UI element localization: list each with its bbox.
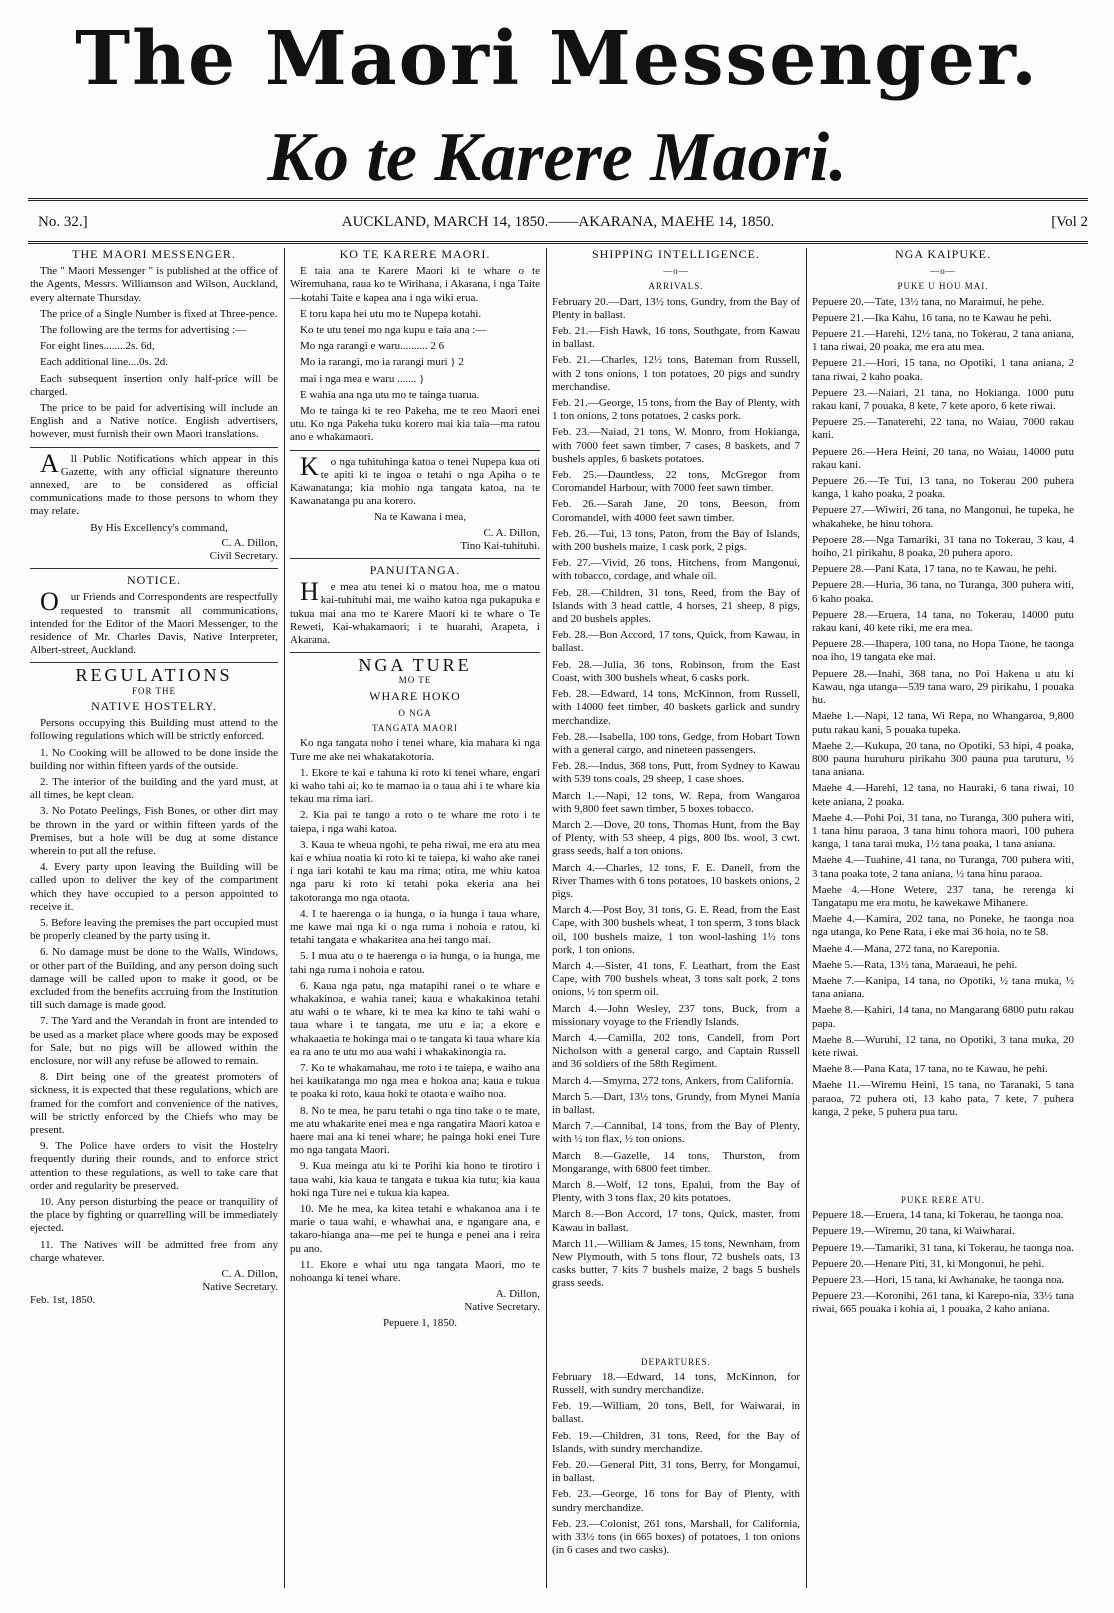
- heading-puke-hou: PUKE U HOU MAI.: [897, 281, 989, 292]
- arrival-entry: March 4.—Sister, 41 tons, F. Leathart, from the East Cape, with 700 bushels wheat, 3 tons salt pork, 2 tons onions, ½ ton sperm oil.: [552, 959, 800, 999]
- departure-entry: Feb. 23.—George, 16 tons for Bay of Plenty, with sundry merchandize.: [552, 1488, 800, 1514]
- regulation-paragraph: 6. No damage must be done to the Walls, Windows, or other part of the Building, and any person doing such damage will be called upon to make it good, or be excluded from the benefits accruing from the Institution till such damage is made good.: [30, 946, 278, 1012]
- issue-date: AUCKLAND, MARCH 14, 1850.——AKARANA, MAEHE 14, 1850.: [341, 214, 775, 230]
- signature-name: C. A. Dillon,: [221, 536, 278, 549]
- ture-subheading2: TANGATA MAORI: [372, 723, 458, 734]
- signature-name: C. A. Dillon,: [221, 1268, 278, 1281]
- terms-text-maori: [290, 265, 540, 444]
- terms-paragraph: Mo te tainga ki te reo Pakeha, me te reo Maori enei utu. Ko nga Pakeha tuku korero mai kia taia—ma ratou ano e whakamaori.: [290, 405, 540, 444]
- departure-entry: Feb. 19.—Children, 31 tons, Reed, for the Bay of Islands, with sundry merchandize.: [552, 1429, 800, 1455]
- arrival-entry: Feb. 21.—Fish Hawk, 16 tons, Southgate, from Kawau in ballast.: [552, 325, 800, 351]
- volume-number: [Vol 2: [1051, 214, 1088, 230]
- signature-line: By His Excellency's command,: [90, 521, 228, 534]
- regulation-paragraph: 1. No Cooking will be allowed to be done inside the building nor within fifteen yards of the outside.: [30, 746, 278, 772]
- issue-number: No. 32.]: [38, 214, 88, 230]
- arrival-entry: Maehe 4.—Tuahine, 41 tana, no Turanga, 700 puhera witi, 3 tana poaka tote, 2 tana aniana, ½ tana hinu paraoa.: [812, 854, 1074, 880]
- ture-paragraph: Ko nga tangata noho i tenei whare, kia mahara ki nga Ture me ake nei whakatakotoria.: [290, 737, 540, 763]
- regulation-paragraph: 8. Dirt being one of the greatest promoters of sickness, it is expected that these regulations, which are framed for the comfort and convenience of the natives, will be strictly enforced by the Chiefs who may be present.: [30, 1071, 278, 1136]
- signature-line: Na te Kawana i mea,: [374, 511, 466, 524]
- ture-paragraph: 7. Ko te whakamahau, me roto i te taiepa, e waiho ana hei kauikatanga mo nga mea e hokoa ana; kaua e tukua te poaka ki roto, kaua hoki te otaota e waiho noa.: [290, 1061, 540, 1101]
- heading-kaipuke: NGA KAIPUKE.: [895, 248, 991, 261]
- terms-paragraph: Mo nga rarangi e waru.......... 2 6: [300, 340, 445, 353]
- column-shipping: [552, 248, 800, 1598]
- arrival-entry: Pepoere 28.—Nga Tamariki, 31 tana no Tokerau, 3 kau, 4 hoiho, 21 pirikahu, 8 poaka, 20 puhera aporo.: [812, 533, 1074, 560]
- regulation-paragraph: 2. The interior of the building and the yard must, at all times, be kept clean.: [30, 775, 278, 802]
- regulation-paragraph: 10. Any person disturbing the peace or tranquility of the place by fighting or quarrelling will be immediately ejected.: [30, 1196, 278, 1235]
- arrival-entry: Maehe 8.—Wuruhi, 12 tana, no Opotiki, 3 tana muka, 20 kete riwai.: [812, 1033, 1074, 1059]
- ture-paragraph: 6. Kaua nga patu, nga matapihi ranei o te whare e whakakinoa, e wahia ranei; kaua e whakakinoa tetahi atu wahi o te whare, ki te mea ka kino te tahi wahi o taua whare i te tangata, me utu e ia; a ekore e whakaaetia te hokinga mai o te tangata ki taua whare kia ea ra ano te utu mo aua wahi i whakakinongia ra.: [290, 979, 540, 1058]
- terms-paragraph: For eight lines........2s. 6d,: [40, 340, 155, 353]
- ture-paragraph: 8. No te mea, he paru tetahi o nga tino take o te mate, me atu whakarite enei mea e nga rangatira Maori katoa e haere mai ana ki tenei whare; he painga hoki enei Ture mo nga tangata Maori.: [290, 1104, 540, 1157]
- arrival-entry: March 8.—Gazelle, 14 tons, Thurston, from Mongarange, with 6800 feet timber.: [552, 1149, 800, 1175]
- ture-paragraph: 2. Kia pai te tango a roto o te whare me roto i te taiepa, i nga wahi katoa.: [290, 809, 540, 835]
- arrival-entry: March 2.—Dove, 20 tons, Thomas Hunt, from the Bay of Plenty, with 53 sheep, 4 pigs, 800 lbs. wool, 3 cwt. grass seeds, half a ton onions.: [552, 818, 800, 858]
- regulation-paragraph: Persons occupying this Building must attend to the following regulations which will be strictly enforced.: [30, 717, 278, 743]
- arrival-entry: March 8.—Wolf, 12 tons, Epalui, from the Bay of Plenty, with 3 tons flax, 20 kits potatoes.: [552, 1179, 800, 1205]
- regulation-paragraph: 3. No Potato Peelings, Fish Bones, or other dirt may be thrown in the yard or within fifteen yards of the Premises, but a hole will be dug at some distance wherein to put all the refuse.: [30, 805, 278, 857]
- arrival-entry: Maehe 4.—Pohi Poi, 31 tana, no Turanga, 300 puhera witi, 1 tana hinu paraoa, 3 tana hinu tohora maori, 100 puhera kanga, 1 tana tarai muka, 1½ tana poaka, 1 tana aniana.: [812, 811, 1074, 851]
- masthead-title: The Maori Messenger.: [75, 16, 1039, 102]
- arrival-entry: Pepuere 21.—Harehi, 12½ tana, no Tokerau, 2 tana aniana, 1 tana riwai, 20 poaka, me era atu mea.: [812, 328, 1074, 354]
- arrival-entry: Pepuere 28.—Eruera, 14 tana, no Tokerau, 14000 putu rakau kani, 40 kete riki, me era mea.: [812, 608, 1074, 635]
- heading-notice: NOTICE.: [127, 573, 181, 588]
- signature-name: C. A. Dillon,: [483, 526, 540, 539]
- terms-paragraph: Each additional line....0s. 2d.: [40, 356, 168, 369]
- ture-paragraph: 9. Kua meinga atu ki te Porihi kia hono te tirotiro i taua wahi, kia kaua te tangata e tukua kia tutu; kia kaua hoki nga Ture nei e tukua kia kapea.: [290, 1160, 540, 1199]
- ture-paragraph: 4. I te haerenga o ia hunga, o ia hunga i taua whare, me kawe mai nga ki o nga ruma i nohoia e ratou, ki tetahi tangata e whakaritea ana hei tango mai.: [290, 907, 540, 947]
- arrival-entry: Maehe 1.—Napi, 12 tana, Wi Repa, no Whangaroa, 9,800 putu rakau kani, 5 pouaka tupeka.: [812, 710, 1074, 736]
- arrival-entry: Feb. 26.—Sarah Jane, 20 tons, Beeson, from Coromandel, with 4000 feet sawn timber.: [552, 498, 800, 524]
- arrival-entry: Feb. 21.—George, 15 tons, from the Bay of Plenty, with 1 ton onions, 2 tons potatoes, 2 casks pork.: [552, 397, 800, 423]
- terms-paragraph: Mo ia rarangi, mo ia rarangi muri } 2: [300, 356, 464, 369]
- arrival-entry: Maehe 8.—Kahiri, 14 tana, no Mangarang 6800 putu rakau papa.: [812, 1004, 1074, 1030]
- arrival-entry: Maehe 11.—Wiremu Heini, 15 tana, no Taranaki, 5 tana paraoa, 72 puhera oti, 13 kaho pata, 7 kete, 7 puhera kanga, 2 peke, 5 puhera pua taru.: [812, 1079, 1074, 1118]
- arrival-entry: Feb. 27.—Vivid, 26 tons, Hitchens, from Mangonui, with tobacco, cordage, and whale oil.: [552, 557, 800, 583]
- terms-paragraph: Ko te utu tenei mo nga kupu e taia ana :—: [300, 324, 487, 337]
- arrival-entry: March 1.—Napi, 12 tons, W. Repa, from Wangaroa with 9,800 feet sawn timber, 5 boxes tobacco.: [552, 789, 800, 815]
- column-divider: [546, 248, 547, 1588]
- ture-date: Pepuere 1, 1850.: [383, 1316, 457, 1329]
- heading-panuitanga: PANUITANGA.: [369, 563, 461, 578]
- ture-mo: MO TE: [398, 675, 432, 686]
- heading-shipping: SHIPPING INTELLIGENCE.: [592, 248, 760, 261]
- arrival-entry: Maehe 5.—Rata, 13½ tana, Maraeaui, he pehi.: [812, 958, 1018, 971]
- regulation-paragraph: 4. Every party upon leaving the Building will be called upon to deliver the key of the compartment which they have occupied to a person appointed to receive it.: [30, 861, 278, 913]
- arrival-entry: Pepuere 23.—Naiari, 21 tana, no Hokianga. 1000 putu rakau kani, 7 pouaka, 8 kete, 7 kete aporo, 6 kete riwai.: [812, 386, 1074, 413]
- column-english: [30, 248, 278, 1598]
- departure-entry: Pepuere 23.—Hori, 15 tana, ki Awhanake, he taonga noa.: [812, 1274, 1065, 1286]
- arrival-entry: Pepuere 26.—Hera Heini, 20 tana, no Waiau, 14000 putu rakau kani.: [812, 445, 1074, 471]
- ture-paragraph: 3. Kaua te wheua ngohi, te peha riwai, me era atu mea kai e whiua noatia ki roto ki te taiepa, ki waho ake ranei i nga iari kotahi te kau ma rima; otira, me whiu katoa nga paru ki roto ki tetahi poka ekeria ana hei takotoranga mo nga otaota.: [290, 838, 540, 904]
- arrival-entry: Pepuere 21.—Hori, 15 tana, no Opotiki, 1 tana aniana, 2 tana riwai, 2 kaho poaka.: [812, 357, 1074, 383]
- dateline: [28, 214, 1088, 234]
- heading-regulations: REGULATIONS: [75, 665, 233, 686]
- regulations-subheading: NATIVE HOSTELRY.: [91, 698, 217, 713]
- terms-paragraph: E toru kapa hei utu mo te Nupepa kotahi.: [300, 307, 482, 320]
- regulations-date: Feb. 1st, 1850.: [30, 1294, 96, 1307]
- heading-puke-rere: PUKE RERE ATU.: [900, 1194, 986, 1205]
- public-notifications-text: All Public Notifications which appear in this Gazette, with any official signature thereunto annexed, are to be considered as official communications made to those persons to whom they may relate.: [30, 448, 278, 518]
- arrival-entry: March 11.—William & James, 15 tons, Newnham, from New Plymouth, with 5 tons flour, 72 bushels oats, 13 casks butter, 7 kits 7 bushels maize, 2 bags 5 bushels grass seeds.: [552, 1237, 800, 1290]
- arrival-entry: March 5.—Dart, 13½ tons, Grundy, from Mynei Mania in ballast.: [552, 1090, 800, 1116]
- departure-entry: Pepuere 20.—Henare Piti, 31, ki Mongonui, he pehi.: [812, 1257, 1045, 1270]
- arrival-entry: March 7.—Cannibal, 14 tons, from the Bay of Plenty, with ½ ton flax, ½ ton onions.: [552, 1120, 800, 1146]
- signature-title: Tino Kai-tuhituhi.: [460, 539, 540, 552]
- arrival-entry: Pepuere 28.—Ihapera, 100 tana, no Hopa Taone, he taonga noa iho, 19 tangata eke mai.: [812, 638, 1074, 664]
- regulations-text: [30, 717, 278, 1265]
- top-rule: [28, 198, 1088, 201]
- dateline-rule: [28, 241, 1088, 244]
- signature-title: Civil Secretary.: [209, 550, 278, 563]
- arrival-entry: March 4.—Post Boy, 31 tons, G. E. Read, from the East Cape, with 300 bushels wheat, 1 ton sperm, 3 tons black oil, 100 bushels maize, 1 ton wool-lashing 1½ tons pork, 1 ton onions.: [552, 904, 800, 956]
- column-divider: [284, 248, 285, 1588]
- regulation-paragraph: 11. The Natives will be admitted free from any charge whatever.: [30, 1238, 278, 1264]
- signature-title: Native Secretary.: [464, 1301, 540, 1314]
- terms-paragraph: Each subsequent insertion only half-price will be charged.: [30, 372, 278, 398]
- arrival-entry: Feb. 21.—Charles, 12½ tons, Bateman from Russell, with 2 tons onions, 1 ton potatoes, 20 pigs and sundry merchandise.: [552, 354, 800, 393]
- public-notifications-maori: Ko nga tuhituhinga katoa o tenei Nupepa kua oti te apiti ki te ingoa o tetahi o nga Apiha o te Kawanatanga; kia mohio nga tangata katoa, na te Kawanatanga pu ana korero.: [290, 451, 540, 508]
- ture-paragraph: 1. Ekore te kai e tahuna ki roto ki tenei whare, engari ki waho tahi ai; ko te mamao ia o taua ahi i te whare kia tekau ma rima iari.: [290, 766, 540, 806]
- ture-paragraph: 10. Me he mea, ka kitea tetahi e whakanoa ana i te marie o taua wahi, e whawhai ana, e ngangare ana, e takaro-hianga ana—me pei te hunga e penei ana i reira pu ano.: [290, 1203, 540, 1255]
- arrival-entry: Feb. 28.—Isabella, 100 tons, Gedge, from Hobart Town with a general cargo, and nineteen passengers.: [552, 730, 800, 756]
- arrival-entry: Pepuere 28.—Huria, 36 tana, no Turanga, 300 puhera witi, 6 kaho poaka.: [812, 579, 1074, 605]
- arrival-entry: Maehe 4.—Mana, 272 tana, no Kareponia.: [812, 942, 1000, 955]
- arrival-entry: Maehe 7.—Kanipa, 14 tana, no Opotiki, ½ tana muka, ½ tana aniana.: [812, 974, 1074, 1001]
- departure-entry: Pepuere 19.—Wiremu, 20 tana, ki Waiwharai.: [812, 1225, 1015, 1238]
- ture-text: [290, 737, 540, 1285]
- column-maori: [290, 248, 540, 1598]
- ture-paragraph: 5. I mua atu o te haerenga o ia hunga, o ia hunga, me tahi nga ruma i nohoia e ratou.: [290, 950, 540, 976]
- regulation-paragraph: 5. Before leaving the premises the part occupied must be properly cleaned by the party using it.: [30, 916, 278, 943]
- ture-paragraph: 11. Ekore e whai utu nga tangata Maori, mo te nohoanga ki tenei whare.: [290, 1258, 540, 1285]
- arrival-entry: March 4.—Smyrna, 272 tons, Ankers, from California.: [552, 1074, 794, 1087]
- notice-text: Our Friends and Correspondents are respectfully requested to transmit all communications, intended for the Editor of the Maori Messenger, to the residence of Mr. Charles Davis, Native Interpreter, Albert-street, Auckland.: [30, 587, 278, 657]
- arrival-entry: Feb. 28.—Bon Accord, 17 tons, Quick, from Kawau, in ballast.: [552, 629, 800, 655]
- heading-karere-maori: KO TE KARERE MAORI.: [339, 248, 491, 261]
- arrival-entry: Feb. 26.—Tui, 13 tons, Paton, from the Bay of Islands, with 200 bushels maize, 1 cask pork, 2 pigs.: [552, 527, 800, 554]
- arrival-entry: Maehe 2.—Kukupa, 20 tana, no Opotiki, 53 hipi, 4 poaka, 800 pauna huruhuru pirikahu 300 pauna pua taruturu, ½ tana aniana.: [812, 739, 1074, 779]
- terms-paragraph: The price to be paid for advertising will include an English and a Native notice. English advertisers, however, must furnish their own Maori translations.: [30, 402, 278, 441]
- terms-paragraph: The price of a Single Number is fixed at Three-pence.: [40, 307, 278, 320]
- arrivals-list: [552, 296, 800, 1291]
- terms-paragraph: mai i nga mea e waru ....... }: [300, 372, 425, 385]
- regulations-for: FOR THE: [131, 685, 177, 696]
- masthead-subtitle: Ko te Karere Maori.: [267, 119, 847, 196]
- arrival-entry: February 20.—Dart, 13½ tons, Gundry, from the Bay of Plenty in ballast.: [552, 295, 800, 321]
- arrival-entry: Feb. 28.—Julia, 36 tons, Robinson, from the East Coast, with 300 bushels wheat, 6 casks pork.: [552, 658, 800, 684]
- arrival-entry: Feb. 28.—Edward, 14 tons, McKinnon, from Russell, with 14000 feet timber, 40 baskets garlick and sundry merchandize.: [552, 688, 800, 727]
- ture-subheading: WHARE HOKO: [369, 688, 461, 703]
- arrival-entry: Maehe 8.—Pana Kata, 17 tana, no te Kawau, he pehi.: [812, 1063, 1048, 1076]
- departure-entry: Pepuere 18.—Eruera, 14 tana, ki Tokerau, he taonga noa.: [812, 1209, 1064, 1222]
- heading-arrivals: ARRIVALS.: [648, 281, 704, 292]
- departure-entry: Feb. 20.—General Pitt, 31 tons, Berry, for Mongamui, in ballast.: [552, 1459, 800, 1485]
- arrival-entry: March 8.—Bon Accord, 17 tons, Quick, master, from Kawau in ballast.: [552, 1208, 800, 1234]
- terms-paragraph: The " Maori Messenger " is published at the office of the Agents, Messrs. Williamson and Wilson, Auckland, every alternate Thursday.: [30, 265, 278, 304]
- arrival-entry: Feb. 28.—Indus, 368 tons, Putt, from Sydney to Kawau with 539 tons coals, 29 sheep, 1 case shoes.: [552, 760, 800, 786]
- arrival-entry: Pepuere 25.—Tanaterehi, 22 tana, no Waiau, 7000 rakau kani.: [812, 416, 1074, 442]
- arrival-entry: Feb. 25.—Dauntless, 22 tons, McGregor from Coromandel Harbour, with 7000 feet sawn timber.: [552, 469, 800, 495]
- departure-entry: Feb. 23.—Colonist, 261 tons, Marshall, for California, with 33½ tons (in 665 boxes) of potatoes, 1 ton onions (in 6 cases and two casks).: [552, 1517, 800, 1557]
- panuitanga-text: He mea atu tenei ki o matou hoa, me o matou kai-tuhituhi mai, me waiho katoa nga pukapuka e tukua mai ana mo te Karere Maori ki te whare o Te Reweti, Kai-whakamaori; i te huarahi, Arapeta, i Akarana.: [290, 577, 540, 647]
- arrival-entry: Pepuere 27.—Wiwiri, 26 tana, no Mangonui, he tupeka, he whakaheke, he hinu tohora.: [812, 504, 1074, 530]
- arrival-entry: March 4.—Charles, 12 tons, F. E. Danell, from the River Thames with 6 tons potatoes, 10 baskets onions, 2 pigs.: [552, 861, 800, 900]
- arrival-entry: Maehe 4.—Harehi, 12 tana, no Hauraki, 6 tana riwai, 10 kete aniana, 2 poaka.: [812, 782, 1074, 808]
- regulation-paragraph: 9. The Police have orders to visit the Hostelry frequently during their rounds, and to enforce strict attention to these regulations, as well to take care that order and regularity be preserved.: [30, 1140, 278, 1192]
- terms-text: [30, 265, 278, 441]
- departure-entry: February 18.—Edward, 14 tons, McKinnon, for Russell, with sundry merchandize.: [552, 1370, 800, 1397]
- divider: —o—: [663, 266, 689, 277]
- arrival-entry: Pepuere 21.—Ika Kahu, 16 tana, no te Kawau he pehi.: [812, 311, 1052, 324]
- column-kaipuke: [812, 248, 1074, 1598]
- arrival-entry: Maehe 4.—Hone Wetere, 237 tana, he rerenga ki Tangatapu me era motu, he kawekawe Mihanere.: [812, 883, 1074, 909]
- departure-entry: Feb. 19.—William, 20 tons, Bell, for Waiwarai, in ballast.: [552, 1400, 800, 1426]
- heading-maori-messenger: THE MAORI MESSENGER.: [72, 248, 236, 261]
- departure-entry: Pepuere 23.—Koronihi, 261 tana, ki Karepo-nia, 33½ tana riwai, 665 pouaka i kohia ai, 1 pouaka, 2 kaho aniana.: [812, 1290, 1074, 1316]
- departures-list: [552, 1371, 800, 1558]
- arrival-entry: Maehe 4.—Kamira, 202 tana, no Poneke, he taonga noa nga utanga, ko Pene Rata, i eke mai 36 hoia, no te 58.: [812, 913, 1074, 939]
- terms-paragraph: E wahia ana nga utu mo te tainga tuarua.: [300, 388, 480, 401]
- arrival-entry: March 4.—Camilla, 202 tons, Candell, from Port Nicholson with a general cargo, and Captain Russell and 36 soldiers of the 58th Regiment.: [552, 1031, 800, 1071]
- regulation-paragraph: 7. The Yard and the Verandah in front are intended to be used as a market place where goods may be exposed for Sale, but no pigs will be allowed within the enclosure, nor will any refuse be allowed to remain.: [30, 1015, 278, 1067]
- terms-paragraph: E taia ana te Karere Maori ki te whare o te Wiremuhana, raua ko te Wirihana, i Akarana, i nga Taite—kotahi Taite e kapea ana i nga wiki erua.: [290, 265, 540, 304]
- arrival-entry: Pepuere 26.—Te Tui, 13 tana, no Tokerau 200 puhera kanga, 1 kaho poaka, 2 poaka.: [812, 475, 1074, 501]
- divider: —o—: [930, 266, 956, 277]
- arrival-entry: Pepuere 28.—Pani Kata, 17 tana, no te Kawau, he pehi.: [812, 563, 1057, 576]
- ture-o: O NGA: [398, 707, 432, 718]
- departure-entry: Pepuere 19.—Tamariki, 31 tana, ki Tokerau, he taonga noa.: [812, 1241, 1074, 1254]
- terms-paragraph: The following are the terms for advertising :—: [40, 324, 247, 337]
- arrival-entry: Feb. 28.—Children, 31 tons, Reed, from the Bay of Islands with 3 head cattle, 4 horses, 21 sheep, 8 pigs, and 20 bushels apples.: [552, 586, 800, 626]
- heading-departures: DEPARTURES.: [641, 1356, 711, 1367]
- arrival-entry: Feb. 23.—Naiad, 21 tons, W. Monro, from Hokianga, with 7000 feet sawn timber, 7 cases, 8 baskets, and 7 bushels apples, 6 baskets potatoes.: [552, 426, 800, 465]
- signature-title: Native Secretary.: [202, 1281, 278, 1294]
- arrival-entry: Pepuere 28.—Inahi, 368 tana, no Poi Hakena u atu ki Kawau, nga utanga—539 tana waro, 29 pirikahu, 1 pouaka hu.: [812, 667, 1074, 707]
- column-divider: [806, 248, 807, 1588]
- puke-hou-list: [812, 296, 1074, 1119]
- arrival-entry: March 4.—John Wesley, 237 tons, Buck, from a missionary voyage to the Friendly Islands.: [552, 1002, 800, 1028]
- puke-rere-list: [812, 1209, 1074, 1316]
- arrival-entry: Pepuere 20.—Tate, 13½ tana, no Maraimui, he pehe.: [812, 295, 1045, 308]
- signature-name: A. Dillon,: [495, 1288, 540, 1301]
- heading-nga-ture: NGA TURE: [358, 655, 472, 676]
